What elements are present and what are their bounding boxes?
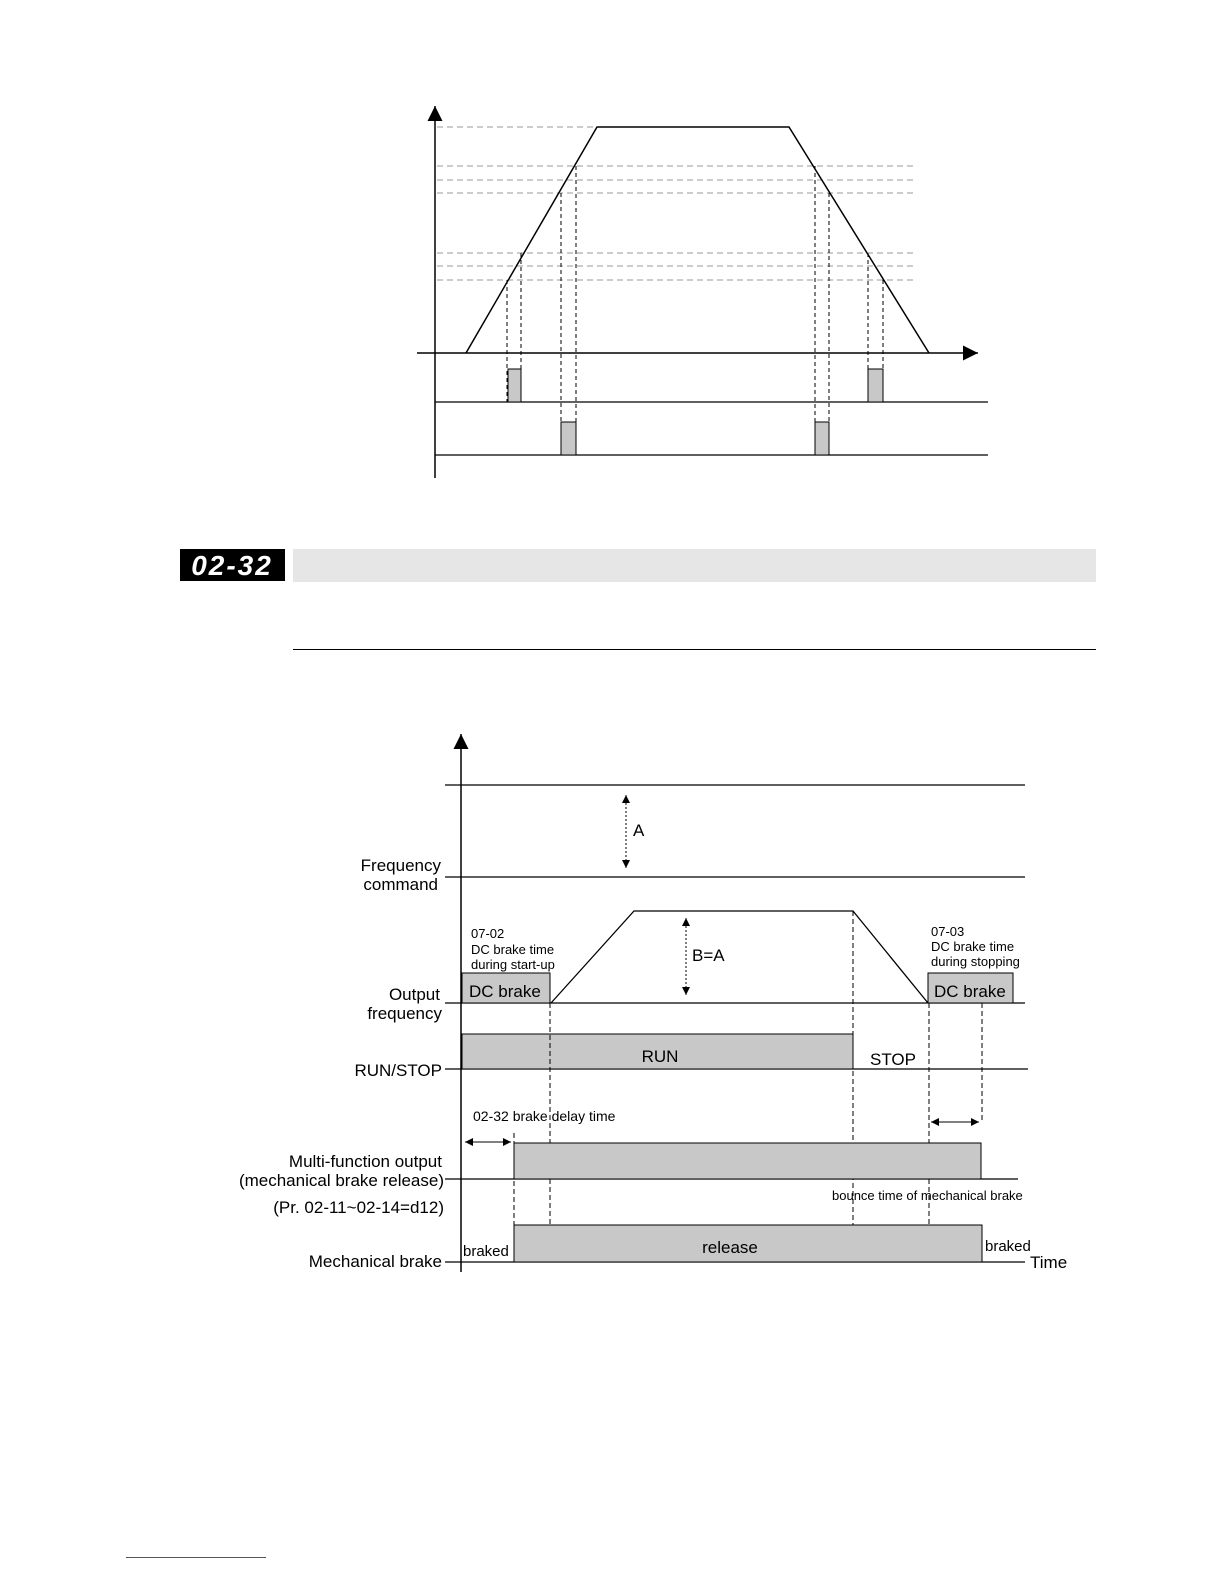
parameter-divider — [293, 649, 1096, 650]
output-frequency-profile — [551, 911, 928, 1003]
time-label: Time — [1030, 1253, 1068, 1272]
braked-right-label: braked — [985, 1238, 1031, 1255]
mechanical-brake-label: Mechanical brake — [308, 1252, 442, 1271]
stop-label: STOP — [870, 1050, 916, 1069]
multi-output-label-2: (mechanical brake release) — [238, 1171, 444, 1190]
run-label: RUN — [641, 1047, 679, 1066]
top-pulse-1 — [508, 369, 521, 402]
top-drop-lines — [507, 166, 883, 455]
dc-stop-line2: during stopping — [931, 954, 1020, 969]
release-label: release — [702, 1238, 758, 1257]
top-pulse-2 — [868, 369, 883, 402]
top-pulse-4 — [815, 422, 829, 455]
label-b-eq-a: B=A — [692, 946, 725, 965]
output-frequency-label-1: Output — [388, 985, 440, 1004]
top-reference-lines — [437, 127, 915, 280]
braked-left-label: braked — [463, 1243, 509, 1260]
dc-brake-stop-label: DC brake — [934, 982, 1006, 1001]
footer-divider — [126, 1557, 266, 1558]
top-output-profile — [466, 127, 929, 353]
dc-start-line2: during start-up — [471, 957, 555, 972]
top-timing-diagram — [0, 0, 1224, 500]
bottom-timing-diagram — [0, 700, 1224, 1300]
parameter-code-badge — [180, 549, 285, 581]
dc-start-code: 07-02 — [471, 926, 505, 941]
frequency-command-label-1: Frequency — [360, 856, 441, 875]
dc-stop-code: 07-03 — [931, 924, 965, 939]
brake-delay-label: 02-32 brake delay time — [473, 1108, 616, 1124]
multi-output-label-1: Multi-function output — [288, 1152, 442, 1171]
parameter-header-bar — [293, 549, 1096, 582]
frequency-command-label-2: command — [363, 875, 438, 894]
multi-output-box — [514, 1143, 981, 1179]
top-pulse-3 — [561, 422, 576, 455]
multi-output-label-3: (Pr. 02-11~02-14=d12) — [273, 1198, 444, 1217]
parameter-code-segment-display — [180, 549, 285, 581]
bounce-time-label: bounce time of mechanical brake — [832, 1188, 1023, 1203]
dc-start-line1: DC brake time — [471, 942, 555, 957]
label-a: A — [633, 821, 645, 840]
output-frequency-label-2: frequency — [367, 1004, 442, 1023]
dc-stop-line1: DC brake time — [931, 939, 1015, 954]
parameter-code-text: 02-32 — [191, 550, 273, 581]
run-stop-label: RUN/STOP — [354, 1061, 442, 1080]
dc-brake-start-label: DC brake — [469, 982, 541, 1001]
